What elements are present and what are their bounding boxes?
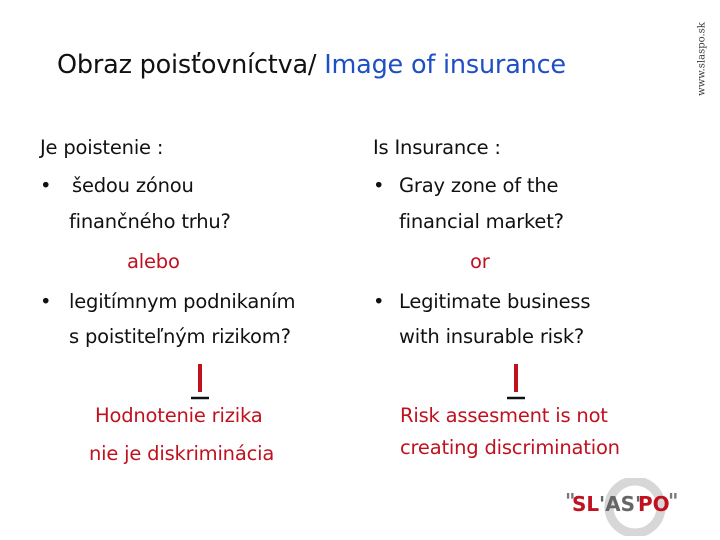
- right-bullet-1-line-1: Gray zone of the: [399, 174, 559, 197]
- right-conclusion-line-1: Risk assesment is not: [400, 404, 608, 427]
- left-down-arrow: [189, 362, 211, 402]
- watermark-text: www.slaspo.sk: [696, 22, 708, 96]
- logo-quote-close: ": [668, 489, 678, 513]
- logo-quote-open: ": [565, 489, 576, 513]
- left-or: alebo: [127, 250, 180, 273]
- right-bullet-1-marker: •: [373, 174, 385, 197]
- logo-sl-text: SL: [572, 492, 600, 516]
- right-bullet-2-line-1: Legitimate business: [399, 290, 591, 313]
- left-heading: Je poistenie :: [40, 136, 164, 159]
- title-slovak: Obraz poisťovníctva/: [57, 50, 317, 80]
- right-bullet-2-line-2: with insurable risk?: [399, 325, 585, 348]
- right-bullet-1-line-2: financial market?: [399, 210, 564, 233]
- right-bullet-2-marker: •: [373, 290, 385, 313]
- watermark: [688, 4, 716, 114]
- left-conclusion-line-1: Hodnotenie rizika: [95, 404, 263, 427]
- right-conclusion-line-2: creating discrimination: [400, 436, 620, 459]
- left-bullet-2-marker: •: [40, 290, 52, 313]
- left-bullet-1-marker: •: [40, 174, 52, 197]
- logo-po-text: PO: [638, 492, 670, 516]
- logo-aspo-text: 'AS': [599, 492, 642, 516]
- left-bullet-2-line-2: s poistiteľným rizikom?: [69, 325, 291, 348]
- left-bullet-1-line-2: finančného trhu?: [69, 210, 231, 233]
- right-down-arrow: [505, 362, 527, 402]
- left-bullet-1-line-1: šedou zónou: [72, 174, 194, 197]
- left-conclusion-line-2: nie je diskriminácia: [89, 442, 275, 465]
- title-english: Image of insurance: [324, 50, 566, 80]
- page-title: [57, 50, 566, 80]
- right-heading: Is Insurance :: [373, 136, 501, 159]
- slaspo-logo: [563, 478, 678, 536]
- right-or: or: [470, 250, 490, 273]
- left-bullet-2-line-1: legitímnym podnikaním: [69, 290, 296, 313]
